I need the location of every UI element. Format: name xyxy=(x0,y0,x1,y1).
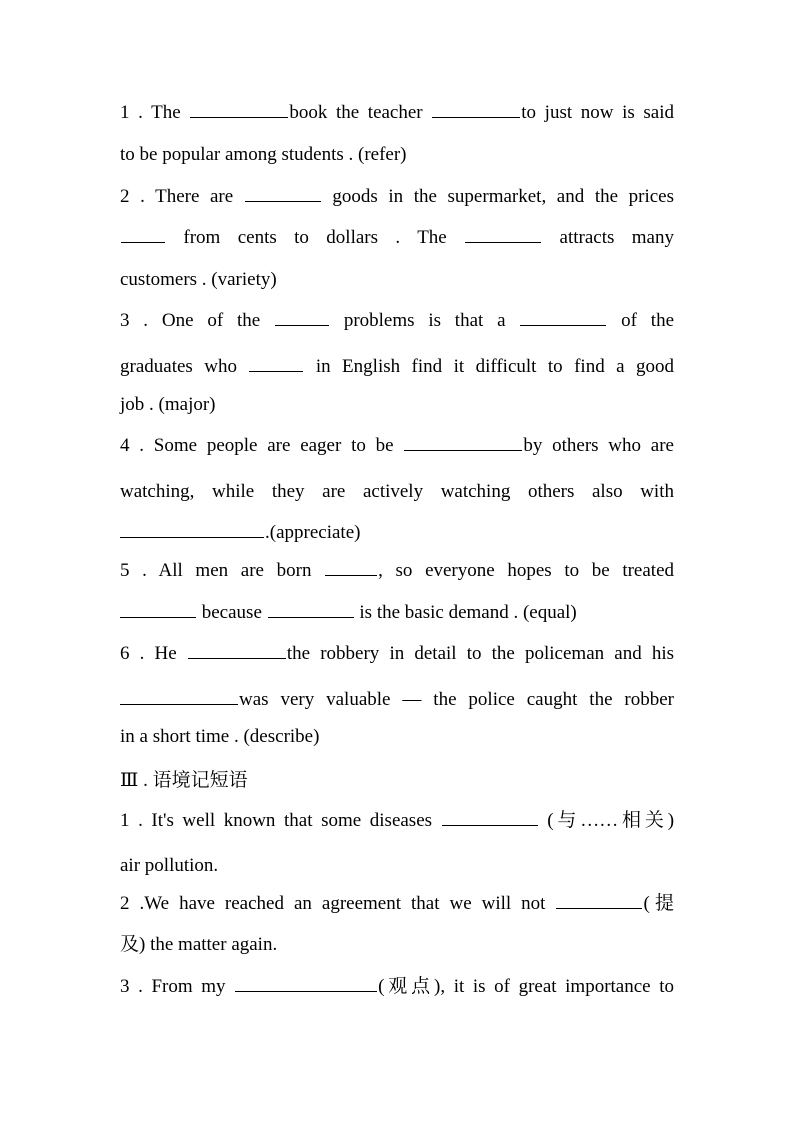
s3-q3-line-1 xyxy=(120,975,674,999)
q6-text-c: was very valuable — the police caught the robber xyxy=(239,689,674,710)
q3-text-a: 3 . One of the xyxy=(120,310,261,331)
q4-line-3 xyxy=(120,521,674,545)
q1-blank-1[interactable] xyxy=(190,101,288,118)
q3-line-2 xyxy=(120,355,674,379)
q4-text-b: by others who are xyxy=(523,435,674,456)
q4-line-1 xyxy=(120,434,674,458)
q6-blank-2[interactable] xyxy=(120,688,238,705)
q2-text-a: 2 . There are xyxy=(120,186,234,207)
q3-line-3: job . (major) xyxy=(120,394,216,415)
q1-line-2: to be popular among students . (refer) xyxy=(120,144,407,165)
q5-line-1 xyxy=(120,559,674,583)
s3-q2-line-2: 及) the matter again. xyxy=(120,934,278,955)
q5-text-b: , so everyone hopes to be treated xyxy=(378,560,675,581)
q4-blank-1[interactable] xyxy=(404,434,522,451)
q2-line-3: customers . (variety) xyxy=(120,269,277,290)
q4-blank-2[interactable] xyxy=(120,521,264,538)
q2-blank-2[interactable] xyxy=(121,226,165,243)
q3-line-1 xyxy=(120,309,674,333)
q2-blank-3[interactable] xyxy=(465,226,541,243)
q2-text-c: from cents to dollars . The xyxy=(183,227,447,248)
q5-blank-1[interactable] xyxy=(325,559,377,576)
q3-blank-3[interactable] xyxy=(249,355,303,372)
q2-text-d: attracts many xyxy=(559,227,674,248)
s3-q2-text-b: (提 xyxy=(643,893,675,914)
q4-line-2: watching, while they are actively watching others also with xyxy=(120,481,674,502)
q2-line-1 xyxy=(120,185,674,209)
s3-q3-text-b: (观点), it is of great importance to xyxy=(378,976,674,997)
q2-blank-1[interactable] xyxy=(245,185,321,202)
q6-text-a: 6 . He xyxy=(120,643,177,664)
section-3-heading: Ⅲ . 语境记短语 xyxy=(120,770,248,791)
s3-q2-text-a: 2 .We have reached an agreement that we will not xyxy=(120,893,546,914)
s3-q1-blank-1[interactable] xyxy=(442,809,538,826)
q3-text-e: in English find it difficult to find a good xyxy=(315,356,674,377)
q3-text-c: of the xyxy=(621,310,675,331)
q3-blank-1[interactable] xyxy=(275,309,329,326)
s3-q2-line-1 xyxy=(120,892,674,916)
q4-text-c: .(appreciate) xyxy=(265,522,361,543)
s3-q1-line-1 xyxy=(120,809,674,833)
q5-text-d: is the basic demand . (equal) xyxy=(359,602,577,623)
q6-text-b: the robbery in detail to the policeman and his xyxy=(286,643,675,664)
s3-q2-blank-1[interactable] xyxy=(556,892,642,909)
q2-line-2 xyxy=(120,226,674,250)
q3-blank-2[interactable] xyxy=(520,309,606,326)
q5-blank-2[interactable] xyxy=(120,601,196,618)
q6-line-1 xyxy=(120,642,674,666)
q6-blank-1[interactable] xyxy=(188,642,286,659)
s3-q1-line-2: air pollution. xyxy=(120,855,219,876)
q3-text-b: problems is that a xyxy=(343,310,506,331)
s3-q1-text-b: (与……相关) xyxy=(547,810,675,831)
s3-q3-text-a: 3 . From my xyxy=(120,976,226,997)
q5-text-c: because xyxy=(201,602,262,623)
q1-text-a: 1 . The xyxy=(120,102,181,123)
q3-text-d: graduates who xyxy=(120,356,237,377)
q1-text-b: book the teacher xyxy=(289,102,423,123)
q2-text-b: goods in the supermarket, and the prices xyxy=(332,186,674,207)
q5-blank-3[interactable] xyxy=(268,601,354,618)
q1-text-c: to just now is said xyxy=(521,102,674,123)
q5-line-2 xyxy=(120,601,674,625)
s3-q1-text-a: 1 . It's well known that some diseases xyxy=(120,810,433,831)
q6-line-3: in a short time . (describe) xyxy=(120,726,320,747)
q5-text-a: 5 . All men are born xyxy=(120,560,312,581)
q4-text-a: 4 . Some people are eager to be xyxy=(120,435,394,456)
q6-line-2 xyxy=(120,688,674,712)
q1-line-1 xyxy=(120,101,674,125)
s3-q3-blank-1[interactable] xyxy=(235,975,377,992)
q1-blank-2[interactable] xyxy=(432,101,520,118)
